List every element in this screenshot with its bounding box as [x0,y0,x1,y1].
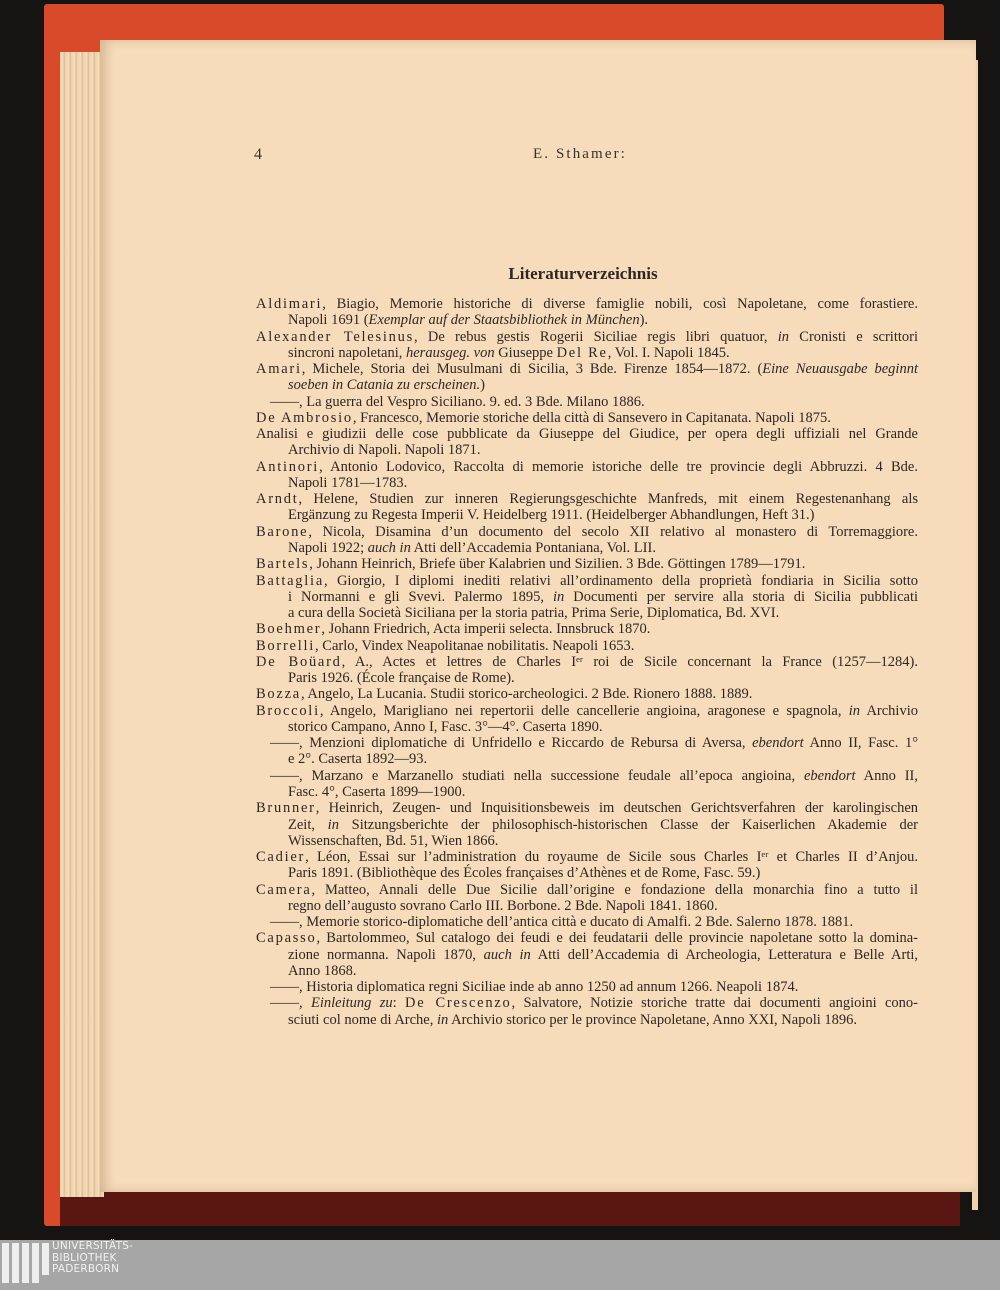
bibliography-entry [256,361,918,394]
author-name: Broccoli [256,702,320,719]
logo-line: UNIVERSITÄTS- [52,1240,134,1252]
entry-line: Bartels, Johann Heinrich, Briefe über Kalabrien und Sizilien. 3 Bde. Göttingen 1789—1791. [256,556,806,573]
author-name: Alexander Telesinus [256,328,414,345]
italic-text: ebendort [804,767,856,784]
library-logo-text [52,1241,133,1276]
bibliography-entry [256,768,918,801]
page-edges [60,52,104,1197]
section-title: Literaturverzeichnis [508,264,658,283]
author-name: Bozza [256,686,301,703]
entry-line: Ergänzung zu Regesta Imperii V. Heidelberg 1911. (Heidelberger Abhandlungen, Heft 31.) [288,507,815,524]
running-title: E. Sthamer: [533,146,627,162]
entry-line: Boehmer, Johann Friedrich, Acta imperii selecta. Innsbruck 1870. [256,621,651,638]
logo-line: PADERBORN [52,1263,120,1275]
entry-line: Barone, Nicola, Disamina d’un documento del secolo XII relativo al monastero di Torremaggiore. [256,523,918,540]
italic-text: in [327,816,339,833]
page-number: 4 [254,146,262,163]
entry-line: De Boüard, A., Actes et lettres de Charles Iᵉʳ roi de Sicile concernant la France (1257—1284). [256,653,918,670]
entry-line: Battaglia, Giorgio, I diplomi inediti relativi all’ordinamento della proprietà fondiaria in Sicilia sotto [256,572,918,589]
entry-line: Wissenschaften, Bd. 51, Wien 1866. [288,832,499,849]
italic-text: Exemplar auf der Staatsbibliothek in München [368,312,640,329]
bibliography-entry [256,654,918,687]
footer-bar [0,1240,1000,1290]
italic-text: auch in [483,946,531,963]
bibliography-entry [256,524,918,557]
bibliography-entry [256,638,918,654]
bibliography-entry [256,573,918,622]
entry-line: Cadier, Léon, Essai sur l’administration du royaume de Sicile sous Charles Iᵉʳ et Charles II d’Anjou. [256,849,918,866]
book-cover-shadow [60,1192,960,1226]
italic-text: in [553,588,565,605]
entry-line: sciuti col nome di Arche, in Archivio storico per le province Napoletane, Anno XXI, Napoli 1896. [288,1011,857,1028]
bibliography-entry [256,556,918,572]
author-name: Aldimari [256,296,323,312]
entry-line: Borrelli, Carlo, Vindex Neapolitanae nobilitatis. Neapoli 1653. [256,637,635,654]
bibliography-entry [256,995,918,1028]
bibliography-entry [256,621,918,637]
bibliography-entry [256,410,918,426]
italic-text: in [777,328,790,345]
entry-line: Napoli 1922; auch in Atti dell’Accademia Pontaniana, Vol. LII. [288,539,656,556]
italic-text: Einleitung zu [310,995,393,1012]
author-name: Amari [256,361,302,378]
italic-text: soeben in Catania zu erscheinen. [288,377,481,394]
author-name: De Crescenzo [404,995,512,1012]
author-name: Del Re [556,344,608,361]
entry-line: Camera, Matteo, Annali delle Due Sicilie dall’origine e fondazione della monarchia fino a tutto il [256,881,918,898]
entry-line: ——, Marzano e Marzanello studiati nella successione feudale all’epoca angioina, ebendort Anno II, [270,767,918,784]
italic-text: auch in [367,539,411,556]
entry-line: Antinori, Antonio Lodovico, Raccolta di memorie istoriche delle tre provincie degli Abbruzzi. 4 Bde. [256,458,918,475]
author-name: Borrelli [256,637,316,654]
bibliography-entry [256,930,918,979]
author-name: Arndt [256,491,299,508]
italic-text: Eine Neuausgabe beginnt [762,361,918,378]
bibliography-entry [256,491,918,524]
bibliography-entry [256,914,918,930]
bibliography-list [256,296,918,1028]
bibliography-entry [256,735,918,768]
author-name: Capasso [256,930,317,947]
entry-line: Broccoli, Angelo, Marigliano nei repertorii delle cancellerie angioina, aragonese e spagnola, in Archivio [256,702,918,719]
author-name: De Ambrosio [256,409,353,426]
entry-line: Napoli 1691 (Exemplar auf der Staatsbibliothek in München). [288,312,649,329]
logo-line: BIBLIOTHEK [52,1251,117,1264]
entry-line: zione normanna. Napoli 1870, auch in Atti dell’Accademia di Archeologia, Letteratura e Belle Arti, [288,946,918,963]
entry-line: Fasc. 4°, Caserta 1899—1900. [288,783,466,800]
entry-line: a cura della Società Siciliana per la storia patria, Prima Serie, Diplomatica, Bd. XVI. [288,605,780,622]
entry-line: soeben in Catania zu erscheinen.) [288,377,485,394]
bibliography-entry [256,849,918,882]
entry-line: Brunner, Heinrich, Zeugen- und Inquisitionsbeweis im deutschen Gerichtsverfahren der karolingischen [256,800,918,817]
bibliography-entry [256,800,918,849]
author-name: De Boüard [256,653,342,670]
author-name: Barone [256,523,309,540]
entry-line: Aldimari, Biagio, Memorie historiche di diverse famiglie nobili, così Napoletane, come forastiere. [256,296,918,312]
entry-line: ——, Memorie storico-diplomatiche dell’antica città e ducato di Amalfi. 2 Bde. Salerno 1878. 1881. [270,914,854,931]
entry-line: ——, La guerra del Vespro Siciliano. 9. ed. 3 Bde. Milano 1886. [270,393,645,410]
entry-line: Arndt, Helene, Studien zur inneren Regierungsgeschichte Manfreds, mit einem Regestenanhang als [256,491,918,508]
entry-line: Alexander Telesinus, De rebus gestis Rogerii Siciliae regis libri quatuor, in Cronisti e scrittori [256,328,919,345]
entry-line: storico Campano, Anno I, Fasc. 3°—4°. Caserta 1890. [288,718,603,735]
entry-line: ——, Menzioni diplomatiche di Unfridello e Riccardo de Rebursa di Aversa, ebendort Anno II, Fasc. 1° [270,735,918,752]
entry-line: Analisi e giudizii delle cose pubblicate da Giuseppe del Giudice, per opera degli uffiziali nel Grande [256,426,918,443]
author-name: Cadier [256,849,306,866]
entry-line: Napoli 1781—1783. [288,474,408,491]
entry-line: Archivio di Napoli. Napoli 1871. [288,442,481,459]
author-name: Battaglia [256,572,325,589]
entry-line: e 2°. Caserta 1892—93. [288,751,428,768]
entry-line: Capasso, Bartolommeo, Sul catalogo dei feudi e dei feudatarii delle provincie napoletane sotto la domina- [256,930,918,947]
italic-text: ebendort [752,735,804,752]
bibliography-entry [256,459,918,492]
bibliography-entry [256,394,918,410]
bibliography-entry [256,296,918,329]
bibliography-entry [256,703,918,736]
entry-line: Amari, Michele, Storia dei Musulmani di Sicilia, 3 Bde. Firenze 1854—1872. (Eine Neuausgabe beginnt [256,361,918,378]
entry-line: Paris 1891. (Bibliothèque des Écoles françaises d’Athènes et de Rome, Fasc. 59.) [288,865,761,882]
bibliography-entry [256,329,918,362]
author-name: Boehmer [256,621,322,638]
entry-line: sincroni napoletani, herausgeg. von Giuseppe Del Re, Vol. I. Napoli 1845. [288,344,730,361]
entry-line: Bozza, Angelo, La Lucania. Studii storico-archeologici. 2 Bde. Rionero 1888. 1889. [256,686,753,703]
entry-line: Anno 1868. [288,962,357,979]
italic-text: in [437,1011,449,1028]
entry-line: Paris 1926. (École française de Rome). [288,670,515,687]
bibliography-entry [256,882,918,915]
entry-line: De Ambrosio, Francesco, Memorie storiche della città di Sansevero in Capitanata. Napoli 1875. [256,409,831,426]
bibliography-entry [256,979,918,995]
author-name: Antinori [256,458,320,475]
bibliography-entry [256,686,918,702]
entry-line: i Normanni e gli Svevi. Palermo 1895, in Documenti per servire alla storia di Sicilia pubblicati [288,588,918,605]
entry-line: ——, Einleitung zu: De Crescenzo, Salvatore, Notizie storiche tratte dai documenti angioini cono- [270,995,918,1012]
entry-line: regno dell’augusto sovrano Carlo III. Borbone. 2 Bde. Napoli 1841. 1860. [288,897,718,914]
author-name: Camera [256,881,312,898]
bibliography-entry [256,426,918,459]
author-name: Bartels [256,556,310,573]
italic-text: herausgeg. von [405,344,495,361]
italic-text: in [848,702,861,719]
entry-line: ——, Historia diplomatica regni Siciliae inde ab anno 1250 ad annum 1266. Neapoli 1874. [270,979,799,996]
author-name: Brunner [256,800,316,817]
entry-line: Zeit, in Sitzungsberichte der philosophisch-historischen Classe der Kaiserlichen Akademie der [288,816,918,833]
